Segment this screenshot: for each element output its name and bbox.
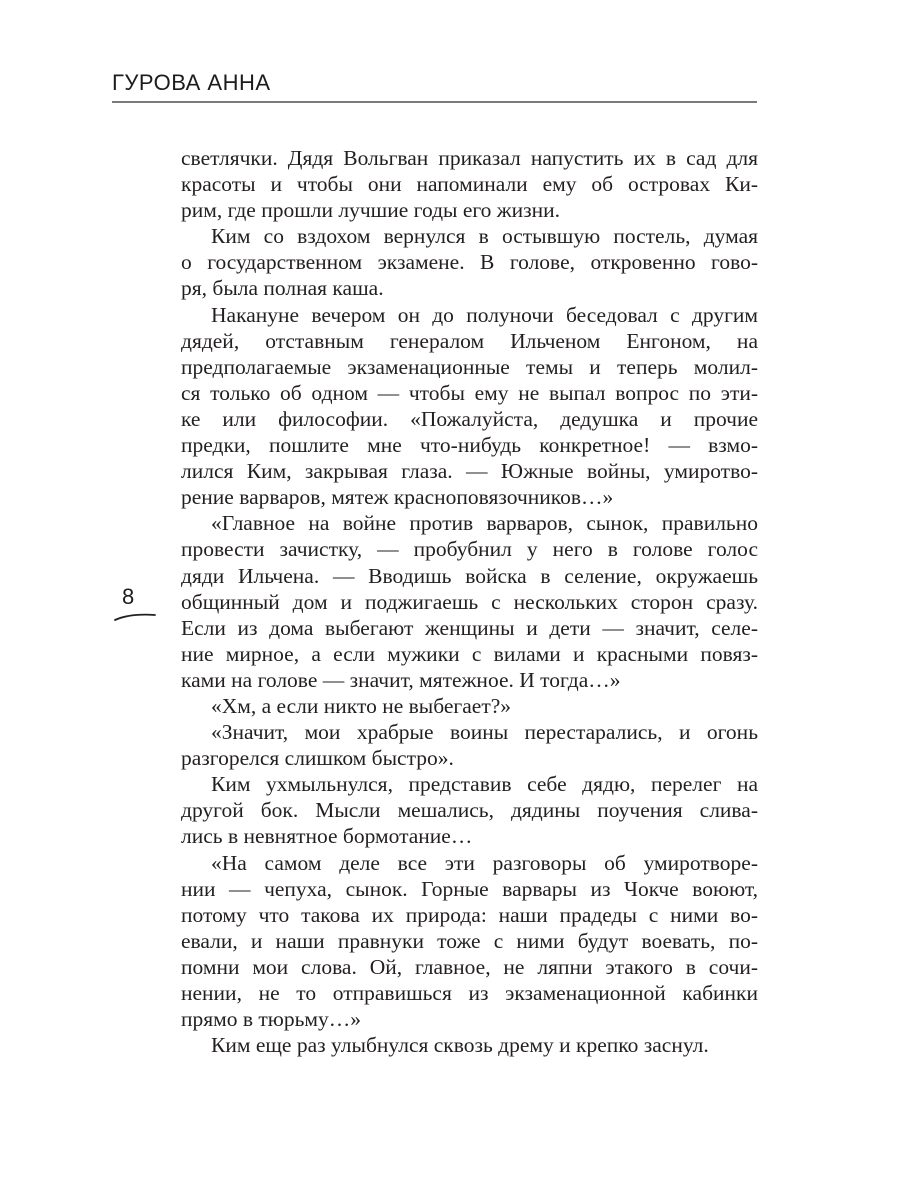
text-line: нии — чепуха, сынок. Горные варвары из Чокче воюют, xyxy=(181,876,758,901)
text-line: предки, пошлите мне что-нибудь конкретное! — взмо- xyxy=(181,433,758,458)
text-line: ке или философии. «Пожалуйста, дедушка и прочие xyxy=(181,406,758,431)
text-line: «Хм, а если никто не выбегает?» xyxy=(211,693,512,718)
text-line: лись в невнятное бормотание… xyxy=(181,824,473,849)
text-line: рение варваров, мятеж красноповязочников…» xyxy=(181,485,614,510)
paragraph xyxy=(181,145,758,223)
header-rule xyxy=(112,101,757,103)
text-line: ками на голове — значит, мятежное. И тогда…» xyxy=(181,667,621,692)
text-line: разгорелся слишком быстро». xyxy=(181,746,454,771)
paragraph xyxy=(181,302,758,511)
text-line: помни мои слова. Ой, главное, не ляпни этакого в сочи- xyxy=(181,954,758,979)
page-body-text xyxy=(181,145,758,1058)
paragraph xyxy=(181,1032,758,1058)
text-line: светлячки. Дядя Вольгван приказал напустить их в сад для xyxy=(181,146,758,170)
page-number-swash-decoration xyxy=(114,612,156,622)
text-line: «На самом деле все эти разговоры об умиротворе- xyxy=(211,850,758,875)
text-line: красоты и чтобы они напоминали ему об островах Ки- xyxy=(181,172,758,197)
paragraph xyxy=(181,771,758,849)
text-line: другой бок. Мысли мешались, дядины поучения слива- xyxy=(181,798,758,823)
text-line: нении, не то отправишься из экзаменационной кабинки xyxy=(181,981,758,1005)
paragraph xyxy=(181,223,758,301)
text-line: Ким со вздохом вернулся в остывшую постель, думая xyxy=(211,224,758,249)
text-line: общинный дом и поджигаешь с нескольких сторон сразу. xyxy=(181,589,758,614)
text-line: лился Ким, закрывая глаза. — Южные войны, умиротво- xyxy=(181,459,758,484)
paragraph xyxy=(181,850,758,1033)
text-line: провести зачистку, — пробубнил у него в голове голос xyxy=(181,537,758,562)
text-line: предполагаемые экзаменационные темы и теперь молил- xyxy=(181,354,758,379)
text-line: дядей, отставным генералом Ильченом Енгоном, на xyxy=(181,328,758,353)
paragraph xyxy=(181,693,758,719)
text-line: «Значит, мои храбрые воины перестарались, и огонь xyxy=(211,720,758,745)
paragraph xyxy=(181,719,758,771)
text-line: Накануне вечером он до полуночи беседовал с другим xyxy=(211,302,758,327)
text-line: дяди Ильчена. — Вводишь войска в селение, окружаешь xyxy=(181,563,758,588)
running-head-author: ГУРОВА АННА xyxy=(112,70,271,95)
text-line: Ким еще раз улыбнулся сквозь дрему и крепко заснул. xyxy=(211,1033,709,1058)
page-number: 8 xyxy=(122,584,135,609)
text-line: Если из дома выбегают женщины и дети — значит, селе- xyxy=(181,615,758,640)
text-line: потому что такова их природа: наши прадеды с ними во- xyxy=(181,902,758,927)
text-line: рим, где прошли лучшие годы его жизни. xyxy=(181,198,561,223)
text-line: Ким ухмыльнулся, представив себе дядю, перелег на xyxy=(211,772,758,797)
paragraph xyxy=(181,510,758,693)
text-line: «Главное на войне против варваров, сынок, правильно xyxy=(211,511,758,536)
text-line: о государственном экзамене. В голове, откровенно гово- xyxy=(181,250,758,275)
text-line: ся только об одном — чтобы ему не выпал вопрос по эти- xyxy=(181,380,758,405)
text-line: ря, была полная каша. xyxy=(181,276,384,301)
text-line: ние мирное, а если мужики с вилами и красными повяз- xyxy=(181,641,758,666)
text-line: евали, и наши правнуки тоже с ними будут воевать, по- xyxy=(181,928,758,953)
text-line: прямо в тюрьму…» xyxy=(181,1007,362,1032)
